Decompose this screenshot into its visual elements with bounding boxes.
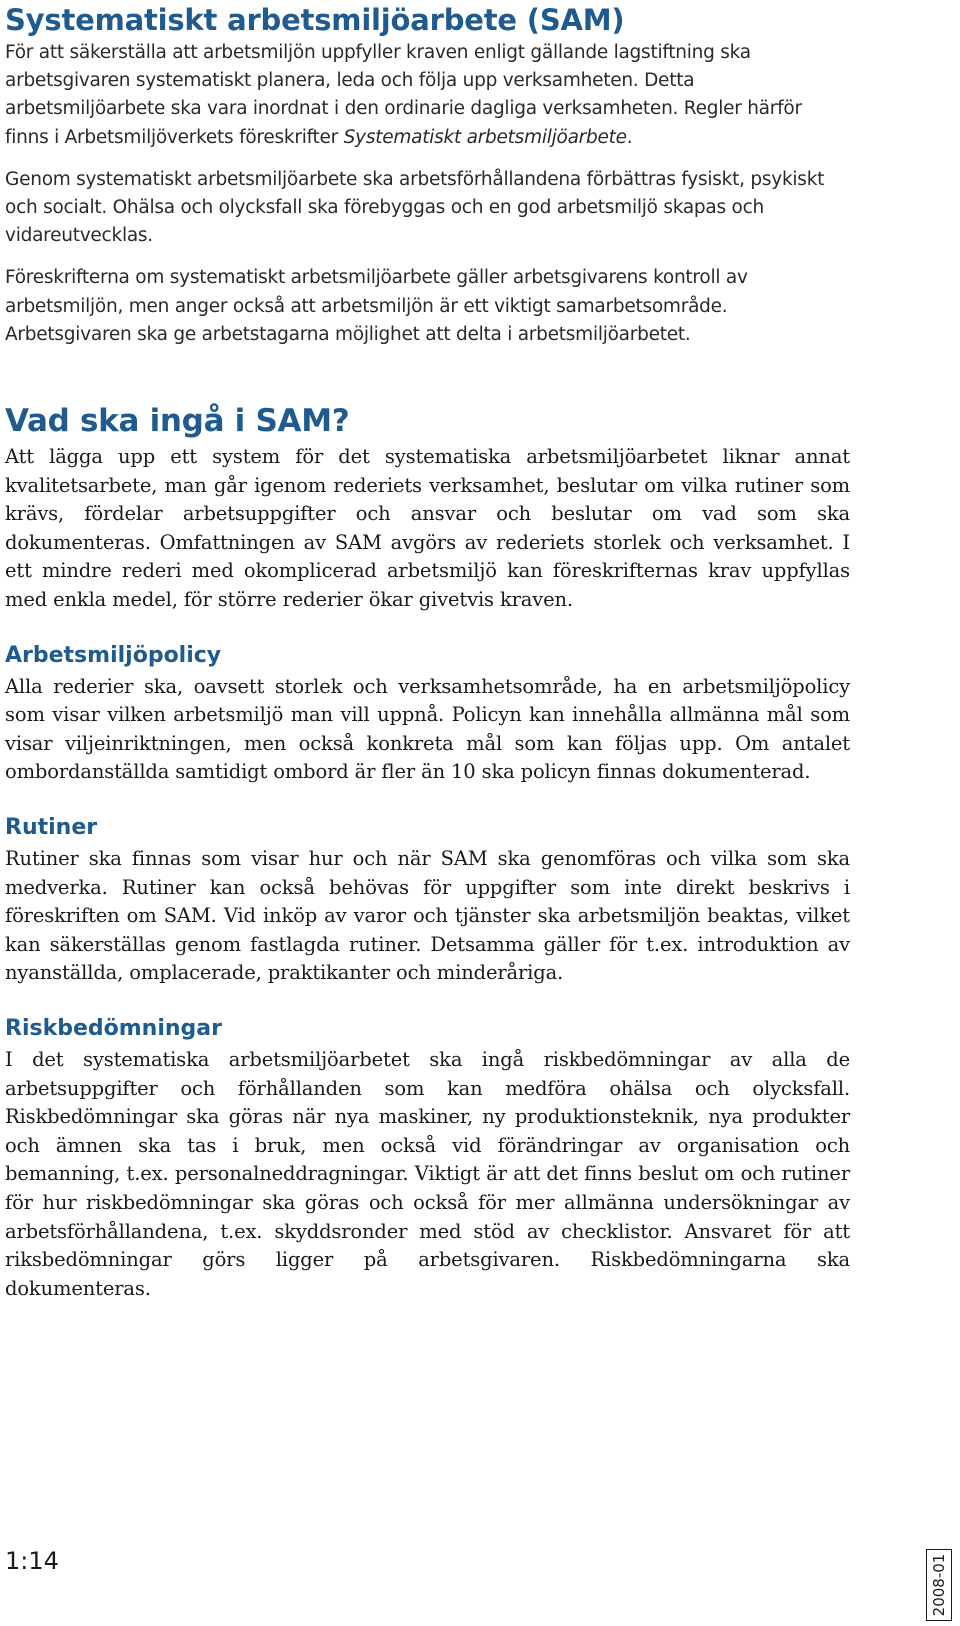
subheading-policy: Arbetsmiljöpolicy <box>5 642 222 668</box>
regulation-title: Systematiskt arbetsmiljöarbete <box>343 126 627 148</box>
page-number: 1:14 <box>5 1547 59 1575</box>
document-date: 2008-01 <box>930 1553 948 1617</box>
paragraph-policy: Alla rederier ska, oavsett storlek och verksamhetsområde, ha en arbetsmiljöpolicy som visar vilken arbetsmiljö man vill uppnå. Policyn kan innehålla allmänna mål som visar viljeinriktningen, men också konkreta mål som kan följas upp. Om antalet ombordanställda samtidigt ombord är fler än 10 ska policyn finnas dokumenterad. <box>5 674 850 784</box>
paragraph-routines: Rutiner ska finnas som visar hur och när SAM ska genomföras och vilka som ska medverka. Rutiner kan också behövas för uppgifter som inte direkt beskrivs i föreskriften om SAM. Vid inköp av varor och tjänster ska arbetsmiljön beaktas, vilket kan säkerställas genom fastlagda rutiner. Detsamma gäller för t.ex. introduktion av nyanställda, omplacerade, praktikanter och minderåriga. <box>5 846 850 985</box>
intro-paragraph-2: Genom systematiskt arbetsmiljöarbete ska arbetsförhållandena förbättras fysiskt, psykiskt och socialt. Ohälsa och olycksfall ska förebyggas och en god arbetsmiljö skapas och vidareutvecklas. <box>5 168 825 247</box>
section-paragraph-sam: Att lägga upp ett system för det systematiska arbetsmiljöarbetet liknar annat kvalitetsarbete, man går igenom rederiets verksamhet, beslutar om vilka rutiner som krävs, fördelar arbetsuppgifter och ansvar och beslutar om vad som ska dokumenteras. Omfattningen av SAM avgörs av rederiets storlek och verksamhet. I ett mindre rederi med okomplicerad arbetsmiljö kan föreskrifternas krav uppfyllas med enkla medel, för större rederier ökar givetvis kraven. <box>5 445 850 611</box>
section-heading-sam: Vad ska ingå i SAM? <box>5 403 350 440</box>
document-date-box <box>926 1549 952 1621</box>
intro-paragraph-1 <box>5 39 850 152</box>
intro-paragraph-1-text: För att säkerställa att arbetsmiljön uppfyller kraven enligt gällande lagstiftning ska arbetsgivaren systematiskt planera, leda och följa upp verksamheten. Detta arbetsmiljöarbete ska vara inordnat i den ordinarie dagliga verksamheten. Regler härför finns i Arbetsmiljöverkets föreskrifter <box>5 42 802 148</box>
page-title: Systematiskt arbetsmiljöarbete (SAM) <box>5 3 625 37</box>
intro-paragraph-1-end: . <box>626 126 633 148</box>
paragraph-risk: I det systematiska arbetsmiljöarbetet ska ingå riskbedömningar av alla de arbetsuppgifter och förhållanden som kan medföra ohälsa och olycksfall. Riskbedömningar ska göras när nya maskiner, ny produktionsteknik, nya produkter och ämnen ska tas i bruk, men också vid förändringar av organisation och bemanning, t.ex. personalneddragningar. Viktigt är att det finns beslut om och rutiner för hur riskbedömningar ska göras och också för mer allmänna undersökningar av arbetsförhållandena, t.ex. skyddsronder med stöd av checklistor. Ansvaret för att riksbedömningar görs ligger på arbetsgivaren. Riskbedömningarna ska dokumenteras. <box>5 1047 850 1300</box>
subheading-risk: Riskbedömningar <box>5 1015 222 1041</box>
intro-paragraph-3: Föreskrifterna om systematiskt arbetsmiljöarbete gäller arbetsgivarens kontroll av arbetsmiljön, men anger också att arbetsmiljön är ett viktigt samarbetsområde. Arbetsgivaren ska ge arbetstagarna möjlighet att delta i arbetsmiljöarbetet. <box>5 267 748 345</box>
subheading-routines: Rutiner <box>5 814 98 840</box>
document-page <box>5 0 850 1303</box>
